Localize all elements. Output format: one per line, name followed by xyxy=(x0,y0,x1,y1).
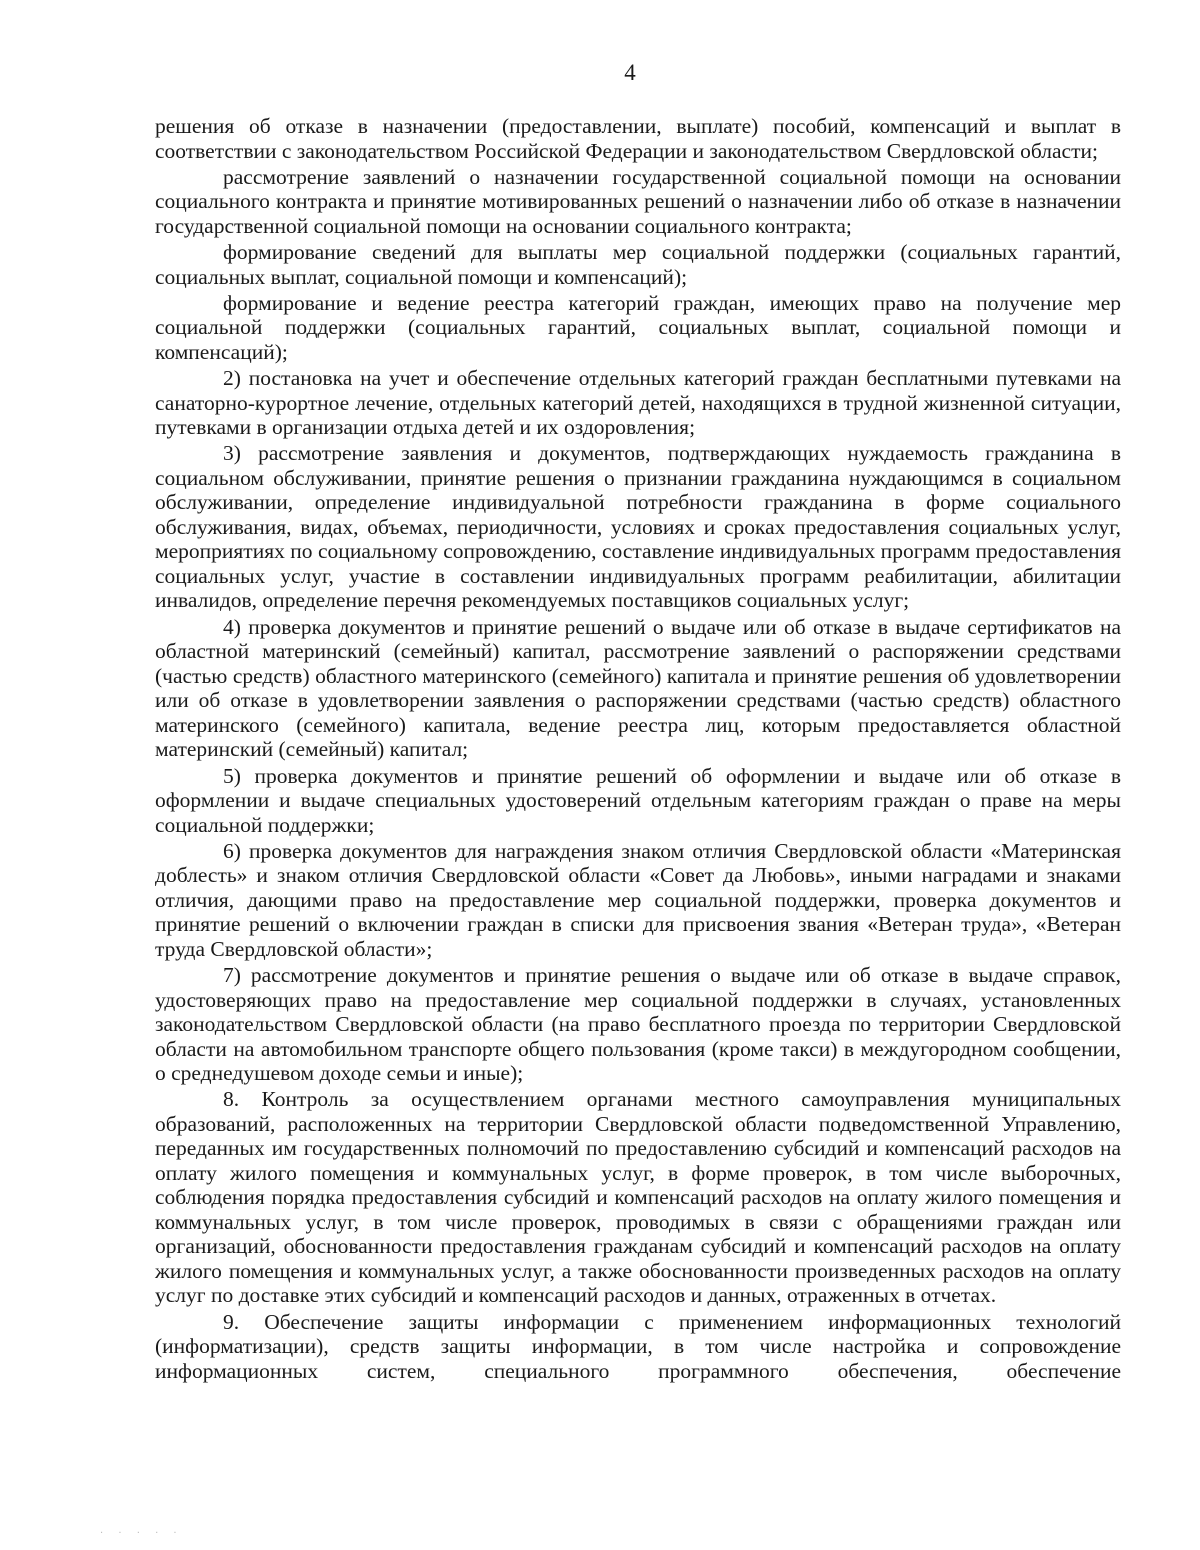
paragraph-section-8: 8. Контроль за осуществлением органами местного самоуправления муниципальных образований, расположенных на территории Свердловской области подведомственной Управлению, переданных им государственных полномочий по предоставлению субсидий и компенсаций расходов на оплату жилого помещения и коммунальных услуг, в форме проверок, в том числе выборочных, соблюдения порядка предоставления субсидий и компенсаций расходов на оплату жилого помещения и коммунальных услуг, в том числе проверок, проводимых в связи с обращениями граждан или организаций, обоснованности предоставления гражданам субсидий и компенсаций расходов на оплату жилого помещения и коммунальных услуг, а также обоснованности произведенных расходов на оплату услуг по доставке этих субсидий и компенсаций расходов и данных, отраженных в отчетах. xyxy=(155,1087,1121,1308)
paragraph-payment-data: формирование сведений для выплаты мер социальной поддержки (социальных гарантий, социальных выплат, социальной помощи и компенсаций); xyxy=(155,240,1121,289)
paragraph-item-2: 2) постановка на учет и обеспечение отдельных категорий граждан бесплатными путевками на санаторно-курортное лечение, отдельных категорий детей, находящихся в трудной жизненной ситуации, путевками в организации отдыха детей и их оздоровления; xyxy=(155,366,1121,440)
paragraph-item-5: 5) проверка документов и принятие решений об оформлении и выдаче или об отказе в оформлении и выдаче специальных удостоверений отдельным категориям граждан о праве на меры социальной поддержки; xyxy=(155,763,1121,837)
document-body xyxy=(155,114,1121,1385)
scan-artifact: · · · · · xyxy=(100,1528,183,1539)
paragraph-section-9: 9. Обеспечение защиты информации с применением информационных технологий (информатизации), средств защиты информации, в том числе настройка и сопровождение информационных систем, специального программного обеспечения, обеспечение xyxy=(155,1309,1121,1383)
paragraph-continuation: решения об отказе в назначении (предоставлении, выплате) пособий, компенсаций и выплат в соответствии с законодательством Российской Федерации и законодательством Свердловской области; xyxy=(155,114,1121,163)
paragraph-item-7: 7) рассмотрение документов и принятие решения о выдаче или об отказе в выдаче справок, удостоверяющих право на предоставление мер социальной поддержки в случаях, установленных законодательством Свердловской области (на право бесплатного проезда по территории Свердловской области на автомобильном транспорте общего пользования (кроме такси) в междугородном сообщении, о среднедушевом доходе семьи и иные); xyxy=(155,963,1121,1086)
page-number: 4 xyxy=(624,60,636,85)
paragraph-item-4: 4) проверка документов и принятие решений о выдаче или об отказе в выдаче сертификатов на областной материнский (семейный) капитал, рассмотрение заявлений о распоряжении средствами (частью средств) областного материнского (семейного) капитала и принятие решения об удовлетворении или об отказе в удовлетворении заявления о распоряжении средствами (частью средств) областного материнского (семейного) капитала, ведение реестра лиц, которым предоставляется областной материнский (семейный) капитал; xyxy=(155,614,1121,762)
paragraph-item-3: 3) рассмотрение заявления и документов, подтверждающих нуждаемость гражданина в социальном обслуживании, принятие решения о признании гражданина нуждающимся в социальном обслуживании, определение индивидуальной потребности гражданина в форме социального обслуживания, видах, объемах, периодичности, условиях и сроках предоставления социальных услуг, мероприятиях по социальному сопровождению, составление индивидуальных программ предоставления социальных услуг, участие в составлении индивидуальных программ реабилитации, абилитации инвалидов, определение перечня рекомендуемых поставщиков социальных услуг; xyxy=(155,441,1121,613)
paragraph-registry: формирование и ведение реестра категорий граждан, имеющих право на получение мер социальной поддержки (социальных гарантий, социальных выплат, социальной помощи и компенсаций); xyxy=(155,290,1121,364)
paragraph-social-contract: рассмотрение заявлений о назначении государственной социальной помощи на основании социального контракта и принятие мотивированных решений о назначении либо об отказе в назначении государственной социальной помощи на основании социального контракта; xyxy=(155,164,1121,238)
paragraph-item-6: 6) проверка документов для награждения знаком отличия Свердловской области «Материнская доблесть» и знаком отличия Свердловской области «Совет да Любовь», иными наградами и знаками отличия, дающими право на предоставление мер социальной поддержки, проверка документов и принятие решений о включении граждан в списки для присвоения звания «Ветеран труда», «Ветеран труда Свердловской области»; xyxy=(155,838,1121,961)
